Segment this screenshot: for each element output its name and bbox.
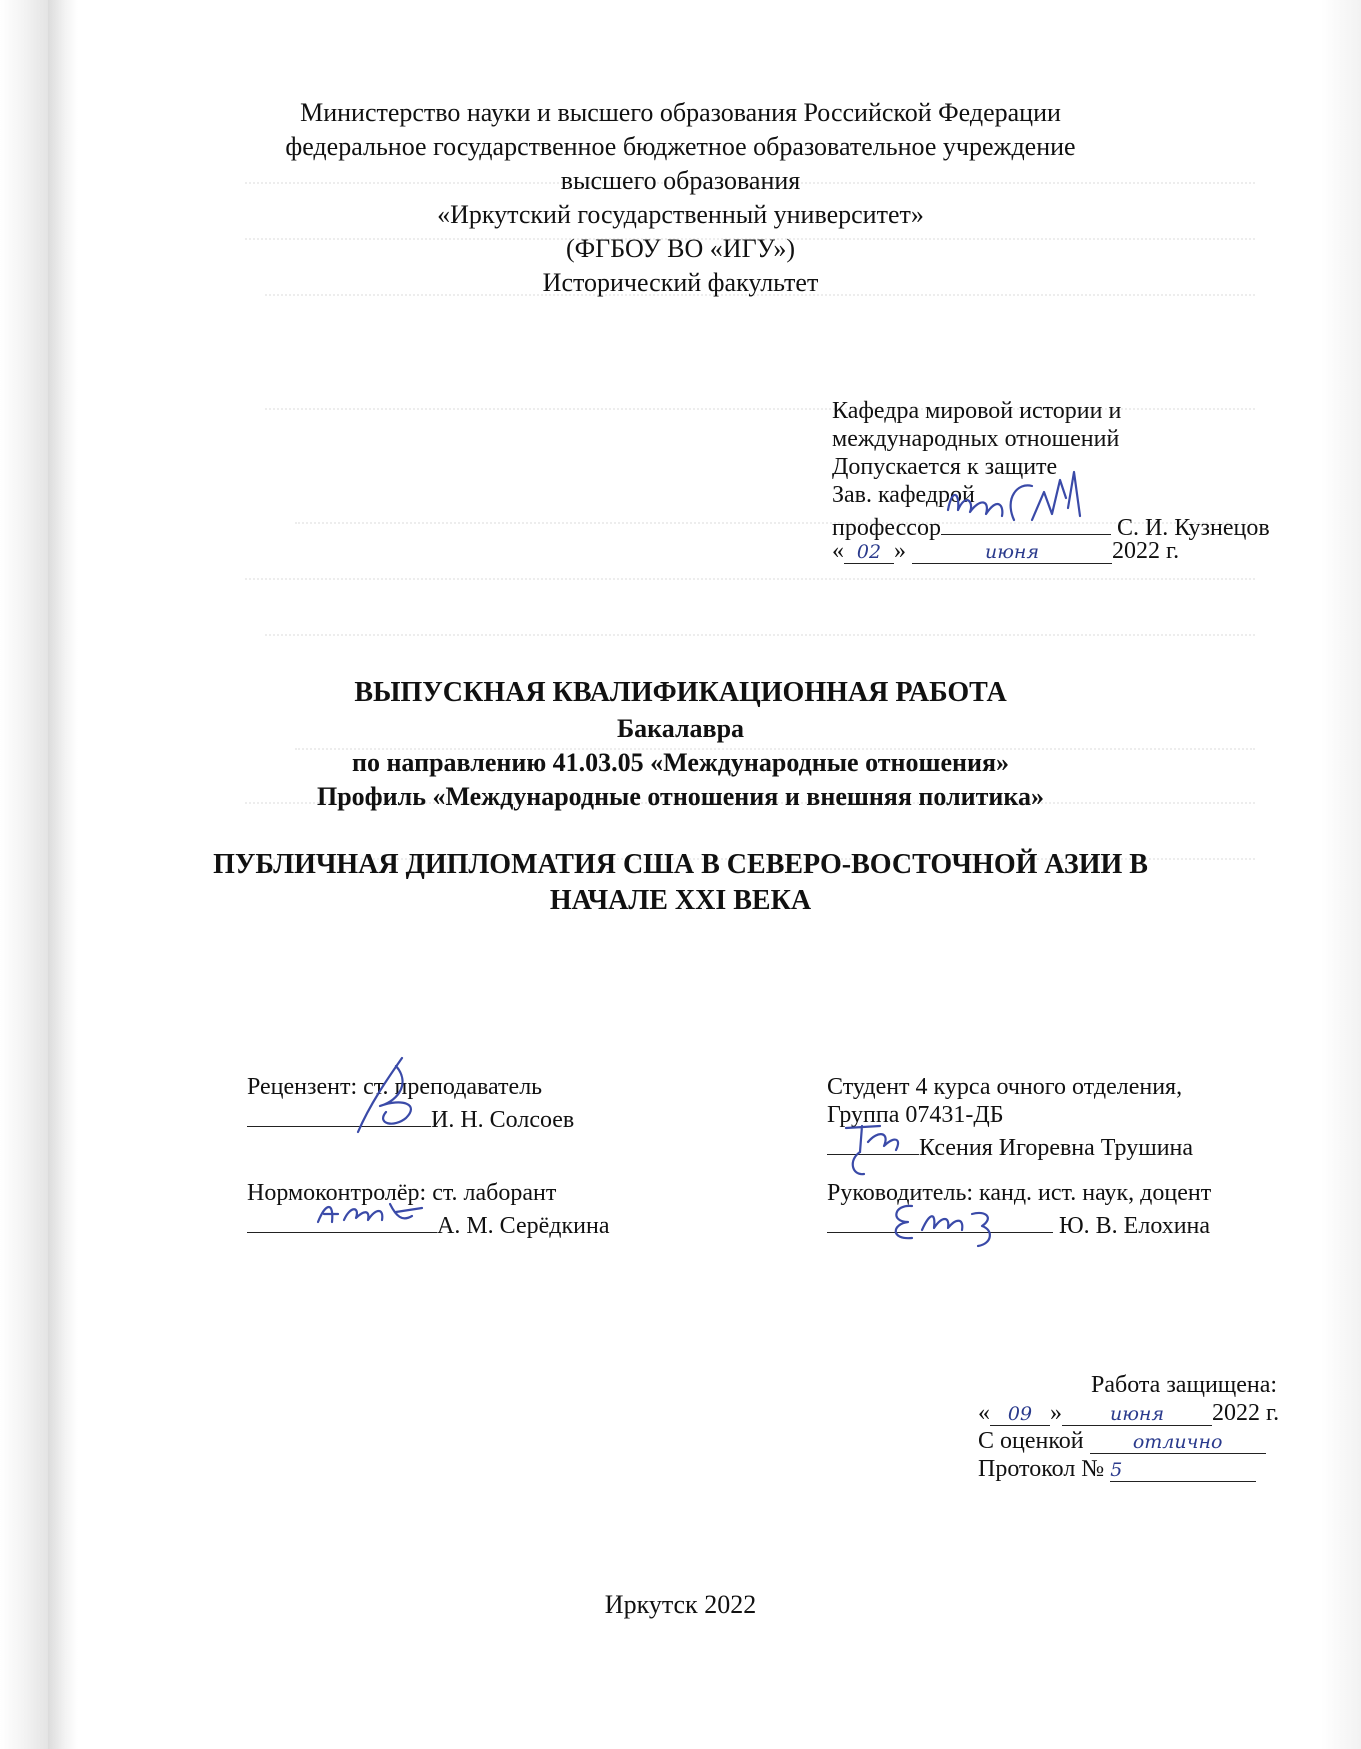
work-type: ВЫПУСКНАЯ КВАЛИФИКАЦИОННАЯ РАБОТА (354, 677, 1007, 708)
work-direction: по направлению 41.03.05 «Международные отношения» (351, 748, 1010, 777)
work-profile: Профиль «Международные отношения и внешняя политика» (317, 782, 1044, 811)
student-group: Группа 07431-ДБ (827, 1102, 1004, 1128)
defense-open-quote: « (978, 1400, 990, 1426)
department-line2: международных отношений (832, 426, 1120, 452)
normcontrol-signature-image (312, 1196, 432, 1232)
university-abbr: (ФГБОУ ВО «ИГУ») (565, 234, 796, 263)
approval-day: 02 (844, 537, 894, 564)
professor-name: С. И. Кузнецов (1116, 515, 1270, 541)
institution-type-line: федеральное государственное бюджетное образовательное учреждение (285, 132, 1076, 161)
defense-year: 2022 г. (1212, 1400, 1280, 1426)
faculty-name: Исторический факультет (542, 268, 819, 297)
reviewer-name: И. Н. Солсоев (431, 1107, 575, 1133)
defense-month: июня (1062, 1399, 1212, 1426)
protocol-line (978, 1454, 1256, 1484)
education-level-line: высшего образования (560, 166, 801, 195)
supervisor-signature-image (882, 1192, 1032, 1252)
work-title-line1: ПУБЛИЧНАЯ ДИПЛОМАТИЯ США В СЕВЕРО-ВОСТОЧНОЙ АЗИИ В (213, 849, 1148, 880)
defense-date-line (978, 1398, 1279, 1428)
student-signature-image (838, 1118, 918, 1180)
date-close-quote: » (894, 538, 906, 564)
work-degree: Бакалавра (616, 714, 745, 743)
department-head-label: Зав. кафедрой (832, 482, 975, 508)
protocol-number: 5 (1110, 1455, 1256, 1482)
admission-line: Допускается к защите (832, 454, 1058, 480)
grade-line (978, 1426, 1266, 1456)
professor-label: профессор (832, 515, 941, 541)
approval-year: 2022 г. (1112, 538, 1180, 564)
professor-signature-image (940, 458, 1140, 538)
protocol-label: Протокол № (978, 1456, 1105, 1482)
city-year: Иркутск 2022 (604, 1590, 757, 1619)
date-open-quote: « (832, 538, 844, 564)
work-title-line2: НАЧАЛЕ XXI ВЕКА (549, 885, 812, 916)
ministry-line: Министерство науки и высшего образования Российской Федерации (300, 98, 1061, 127)
supervisor-label: Руководитель: канд. ист. наук, доцент (827, 1180, 1212, 1206)
supervisor-name: Ю. В. Елохина (1059, 1213, 1211, 1239)
defense-label: Работа защищена: (1091, 1372, 1278, 1398)
approval-date-line (832, 536, 1179, 566)
grade-label: С оценкой (978, 1428, 1084, 1454)
normcontrol-name: А. М. Серёдкина (437, 1213, 610, 1239)
reviewer-signature-image (340, 1052, 450, 1142)
defense-close-quote: » (1050, 1400, 1062, 1426)
reviewer-label: Рецензент: ст. преподаватель (247, 1074, 543, 1100)
defense-day: 09 (990, 1399, 1050, 1426)
student-label: Студент 4 курса очного отделения, (827, 1074, 1183, 1100)
department-line1: Кафедра мировой истории и (832, 398, 1122, 424)
normcontrol-label: Нормоконтролёр: ст. лаборант (247, 1180, 557, 1206)
grade-value: отлично (1090, 1427, 1266, 1454)
approval-month: июня (912, 537, 1112, 564)
student-name: Ксения Игоревна Трушина (919, 1135, 1194, 1161)
university-name: «Иркутский государственный университет» (437, 200, 924, 229)
